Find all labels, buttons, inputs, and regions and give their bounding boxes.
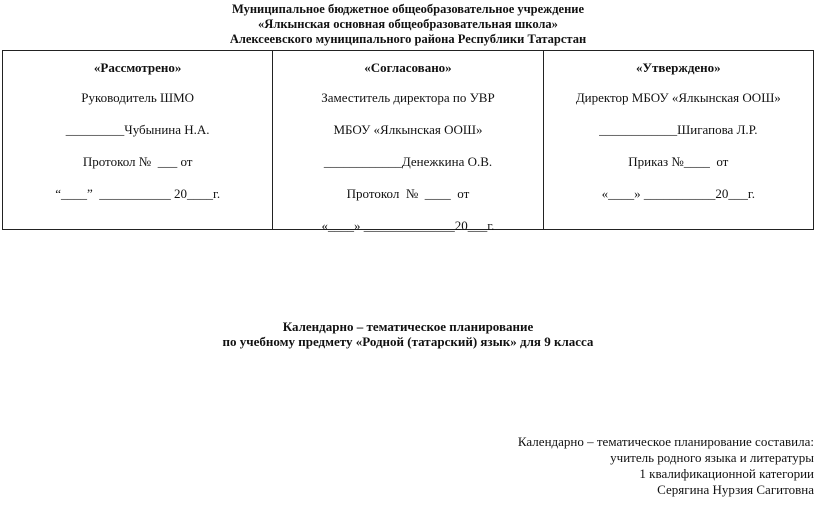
author-signature-block bbox=[518, 434, 814, 498]
approval-line: Приказ №____ от bbox=[628, 154, 729, 169]
approval-line: МБОУ «Ялкынская ООШ» bbox=[333, 122, 483, 137]
approval-column-agreed bbox=[273, 51, 543, 233]
approval-line: _________Чубынина Н.А. bbox=[65, 122, 210, 137]
approval-line: Руководитель ШМО bbox=[81, 90, 195, 105]
header-line-1: Муниципальное бюджетное общеобразовательное учреждение bbox=[231, 2, 585, 16]
signature-line-2: учитель родного языка и литературы bbox=[610, 450, 814, 465]
approval-column-approved bbox=[544, 51, 813, 229]
approval-line: ____________Шигапова Л.Р. bbox=[599, 122, 758, 137]
approval-line: Заместитель директора по УВР bbox=[321, 90, 495, 105]
approval-line: «____» ___________20___г. bbox=[601, 186, 755, 201]
signature-line-4: Серягина Нурзия Сагитовна bbox=[657, 482, 814, 497]
approval-line: «____» ______________20___г. bbox=[321, 218, 495, 233]
school-header bbox=[0, 2, 816, 47]
document-title-line-2: по учебному предмету «Родной (татарский) язык» для 9 класса bbox=[222, 334, 594, 349]
approval-title: «Утверждено» bbox=[635, 60, 721, 75]
approval-line: ____________Денежкина О.В. bbox=[323, 154, 493, 169]
approval-column-reviewed bbox=[3, 51, 273, 229]
approval-line: Протокол № ____ от bbox=[346, 186, 470, 201]
signature-line-3: 1 квалификационной категории bbox=[639, 466, 814, 481]
approval-line: Директор МБОУ «Ялкынская ООШ» bbox=[575, 90, 781, 105]
header-line-2: «Ялкынская основная общеобразовательная школа» bbox=[258, 17, 558, 31]
signature-line-1: Календарно – тематическое планирование составила: bbox=[517, 434, 814, 449]
approval-line: Протокол № ___ от bbox=[82, 154, 193, 169]
approval-table bbox=[2, 50, 814, 233]
approval-title: «Согласовано» bbox=[364, 60, 452, 75]
approval-title: «Рассмотрено» bbox=[93, 60, 182, 75]
approval-line: “____” ___________ 20____г. bbox=[55, 186, 221, 201]
document-title bbox=[0, 319, 816, 349]
document-title-line-1: Календарно – тематическое планирование bbox=[282, 319, 534, 334]
header-line-3: Алексеевского муниципального района Республики Татарстан bbox=[229, 32, 587, 46]
